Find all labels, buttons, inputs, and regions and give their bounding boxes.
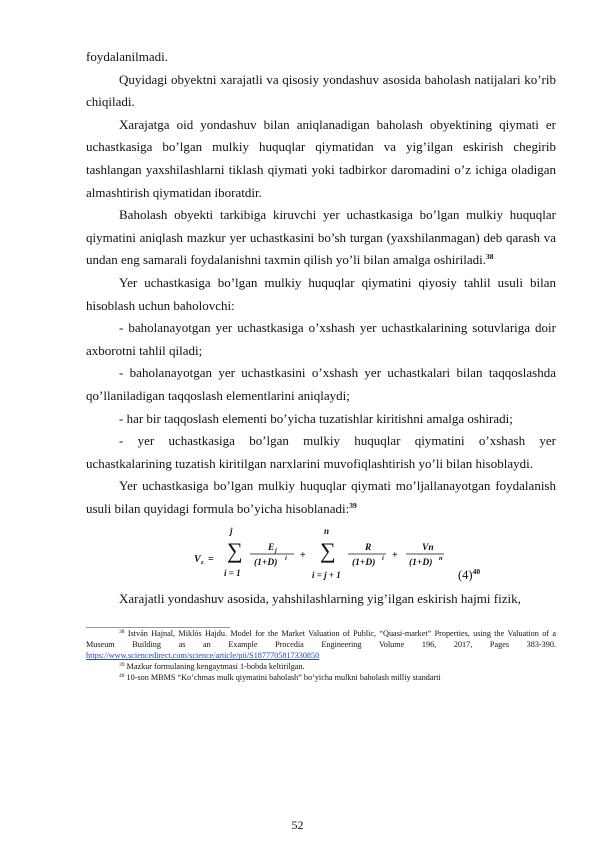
term1-numerator-sub: j [275, 547, 277, 555]
paragraph-text: Baholash obyekti tarkibiga kiruvchi yer uchastkasiga bo’lgan mulkiy huquqlar qiymatini aniqlash mazkur yer uchastkasini bo’sh turgan (yaxshilanmagan) deb qarash va undan eng samarali foydalanishni taxmin qilish yo’li bilan amalga oshiriladi. [86, 207, 556, 268]
sum2-top: n [324, 526, 330, 537]
formula-eq: = [208, 554, 214, 566]
list-item: - baholanayotgan yer uchastkasiga o’xshash yer uchastkalarining sotuvlariga doir axborotni tahlil qiladi; [86, 320, 556, 358]
equation-number [458, 568, 480, 583]
sum2-sign: ∑ [320, 538, 336, 564]
list-item: - yer uchastkasiga bo’lgan mulkiy huquqlar qiymatini o’xshash yer uchastkalarining tuzatish kiritilgan narxlarini muvofiqlashtirish yo’li bilan hisoblaydi. [86, 433, 556, 471]
list-item: - har bir taqqoslash elementi bo’yicha tuzatishlar kiritishni amalga oshiradi; [119, 410, 513, 426]
term3-numerator: Vn [422, 543, 434, 554]
valuation-formula [86, 522, 446, 586]
sum2-bottom: i = j + 1 [312, 570, 341, 581]
paragraph-with-footnote [86, 475, 556, 520]
term1-numerator: E [268, 543, 275, 554]
footnote-ref[interactable]: 38 [486, 252, 494, 262]
footnote-text: 10-son MBMS “Ko’chmas mulk qiymatini baholash” bo’yicha mulkni baholash milliy standarti [126, 673, 441, 683]
paragraph: Yer uchastkasiga bo’lgan mulkiy huquqlar qiymatini qiyosiy tahlil usuli bilan hisoblash uchun baholovchi: [86, 274, 556, 313]
term2-numerator: R [365, 543, 372, 554]
footnote-number: 40 [119, 673, 125, 680]
term1-exponent: i [285, 555, 287, 563]
footnote-ref[interactable]: 40 [472, 567, 481, 577]
footnote [86, 661, 556, 672]
term3-exponent: n [439, 555, 443, 563]
term1-denominator: (1+D) [254, 558, 278, 569]
formula-lhs-sub: z [201, 559, 204, 567]
paragraph: foydalanilmadi. [86, 49, 168, 64]
list-item: - baholanayotgan yer uchastkasini o’xshash yer uchastkalari bilan taqqoslashda qo’llaniladigan taqqoslash elementlarini aniqlaydi; [86, 365, 556, 403]
formula-plus: + [300, 550, 306, 562]
footnote-link[interactable]: https://www.sciencedirect.com/science/article/pii/S1877705817330850 [86, 651, 320, 661]
paragraph: Quyidagi obyektni xarajatli va qisosiy yondashuv asosida baholash natijalari ko’rib chiqiladi. [86, 71, 556, 110]
paragraph: Xarajatli yondashuv asosida, yahshilashlarning yig’ilgan eskirish hajmi fizik, [119, 591, 521, 607]
equation-number-text: (4) [458, 568, 473, 583]
footnote-ref[interactable]: 39 [349, 500, 357, 510]
formula-block [86, 522, 556, 586]
page-body [86, 46, 556, 684]
paragraph-text: Yer uchastkasiga bo’lgan mulkiy huquqlar qiymati mo’ljallanayotgan foydalanish usuli bilan quyidagi formula bo’yicha hisoblanadi: [86, 478, 556, 516]
formula-plus: + [392, 550, 398, 562]
paragraph: Xarajatga oid yondashuv bilan aniqlanadigan baholash obyektining qiymati er uchastkasiga bo’lgan mulkiy huquqlar qiymatidan va yig’ilgan eskirish chegirib tashlangan yaxshilashlarni tiklash qiymati yoki tadbirkor daromadini o’z ichiga oladigan almashtirish qiymatidan iboratdir. [86, 116, 556, 200]
term2-exponent: i [382, 555, 384, 563]
footnote [86, 672, 556, 683]
footnote-number: 39 [119, 662, 125, 669]
footnote-text: István Hajnal, Miklós Hajdu. Model for the Market Valuation of Public, “Quasi-market” Properties, using the Valuation of a Museum Building as an Example Procedia Engineering Volume 196, 2017, Pages 383-390. [86, 629, 557, 650]
formula-lhs: V [194, 554, 201, 566]
sum1-bottom: i = 1 [224, 568, 241, 579]
page-number: 52 [291, 818, 304, 832]
term2-denominator: (1+D) [352, 558, 376, 569]
sum1-sign: ∑ [227, 538, 243, 564]
footnote-number: 38 [119, 629, 125, 636]
sum1-top: j [230, 526, 233, 537]
paragraph-with-footnote [86, 204, 556, 272]
footnote [86, 628, 556, 661]
term3-denominator: (1+D) [409, 558, 433, 569]
footnote-text: Mazkur formulaning kengaytmasi 1-bobda keltirilgan. [126, 662, 305, 672]
